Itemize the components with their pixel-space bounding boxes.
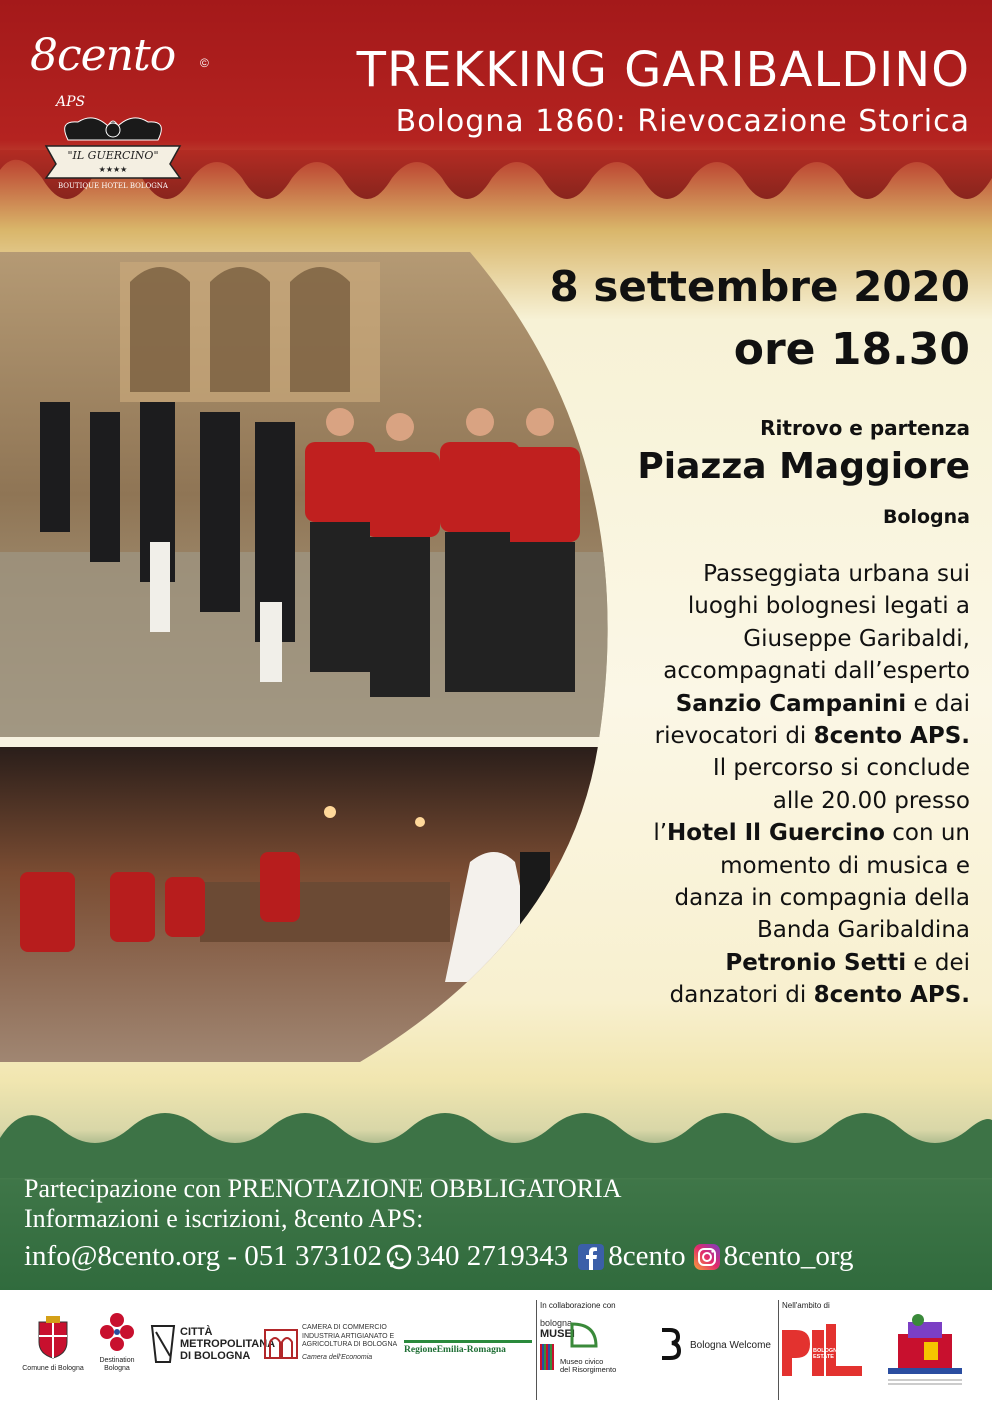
page-subtitle: Bologna 1860: Rievocazione Storica <box>395 104 970 139</box>
desc-line: accompagnati dall’esperto <box>663 658 970 685</box>
desc-line: momento di musica e <box>720 852 970 879</box>
citta-line-1: CITTÀ <box>180 1326 213 1338</box>
regione-logo <box>404 1340 532 1360</box>
bologna-welcome-logo <box>658 1328 778 1368</box>
band-name: Petronio Setti <box>725 949 907 976</box>
brand-copyright: © <box>200 56 209 70</box>
booking-required-text: Partecipazione con PRENOTAZIONE OBBLIGATORIA <box>24 1174 622 1203</box>
desc-line: Giuseppe Garibaldi, <box>743 625 970 652</box>
desc-line: danza in compagnia della <box>674 885 970 912</box>
hotel-name: Hotel Il Guercino <box>667 820 885 847</box>
meeting-label: Ritrovo e partenza <box>760 416 970 440</box>
event-description <box>560 558 970 1012</box>
camera-line-3: AGRICOLTURA DI BOLOGNA <box>302 1341 398 1348</box>
musei-line-1: bologna <box>540 1318 573 1328</box>
event-time: ore 18.30 <box>733 324 970 375</box>
brand-logo <box>22 26 212 196</box>
camera-line-4: Camera dell'Economia <box>302 1353 373 1361</box>
museo-line-1: Museo civico <box>560 1357 604 1366</box>
collab-label: In collaborazione con <box>540 1301 616 1310</box>
estate-line-2: ESTATE <box>813 1354 834 1360</box>
hotel-guercino-logo <box>38 112 188 190</box>
camera-line-2: INDUSTRIA ARTIGIANATO E <box>302 1332 395 1340</box>
desc-line: Banda Garibaldina <box>757 917 970 944</box>
welcome-label: Bologna Welcome <box>690 1340 771 1351</box>
desc-line: Passeggiata urbana sui <box>703 561 970 587</box>
org-name: 8cento APS. <box>813 723 970 750</box>
camera-commercio-icon <box>264 1324 298 1360</box>
facebook-icon <box>578 1244 604 1270</box>
citta-line-2: METROPOLITANA <box>180 1338 276 1350</box>
bottom-awning-scallop <box>0 1098 992 1178</box>
footer-divider <box>778 1300 779 1400</box>
bologna-estate-logo <box>782 1318 872 1388</box>
footer-divider <box>536 1300 537 1400</box>
camera-line-1: CAMERA DI COMMERCIO <box>302 1324 387 1331</box>
contacts-row <box>24 1240 974 1273</box>
destination-bologna-logo <box>92 1312 142 1392</box>
destination-bologna-icon <box>99 1312 135 1352</box>
info-contacts-label: Informazioni e iscrizioni, 8cento APS: <box>24 1204 424 1233</box>
camera-commercio-logo <box>264 1322 404 1382</box>
instagram-icon <box>694 1244 720 1270</box>
regione-label: RegioneEmilia-Romagna <box>404 1340 532 1355</box>
bologna-musei-logo <box>540 1318 650 1388</box>
desc-line: Petronio Setti e dei <box>725 949 970 976</box>
brand-name: 8cento <box>30 30 176 81</box>
musei-icon <box>570 1322 598 1348</box>
desc-line: alle 20.00 presso <box>772 787 970 814</box>
desc-line: Il percorso si conclude <box>712 755 970 782</box>
event-date: 8 settembre 2020 <box>549 262 970 311</box>
page-title: TREKKING GARIBALDINO <box>356 42 970 98</box>
guide-name: Sanzio Campanini <box>675 690 907 717</box>
citta-metropolitana-icon <box>148 1322 178 1366</box>
musei-stripes <box>540 1344 554 1370</box>
hotel-logo-stars: ★★★★ <box>98 165 128 174</box>
desc-line: l’Hotel Il Guercino con un <box>653 820 970 847</box>
meeting-city: Bologna <box>882 506 970 528</box>
hotel-logo-sub: BOUTIQUE HOTEL BOLOGNA <box>58 182 168 190</box>
festival-emblem-logo <box>880 1312 970 1392</box>
meeting-place: Piazza Maggiore <box>637 446 970 487</box>
ambito-label: Nell'ambito di <box>782 1301 830 1310</box>
org-name: 8cento APS. <box>813 982 970 1009</box>
museo-line-2: del Risorgimento <box>560 1365 617 1374</box>
whatsapp-icon <box>386 1244 412 1270</box>
desc-line: luoghi bolognesi legati a <box>687 593 970 620</box>
estate-line-1: BOLOGNA <box>813 1348 842 1354</box>
citta-metropolitana-logo <box>148 1322 276 1382</box>
comune-label: Comune di Bologna <box>22 1365 84 1372</box>
festival-emblem-icon <box>880 1312 970 1388</box>
brand-aps: APS <box>56 94 86 110</box>
desc-line: Sanzio Campanini e dai <box>675 690 970 717</box>
bologna-welcome-icon <box>658 1328 682 1360</box>
email-phone-link[interactable]: info@8cento.org - 051 373102 <box>24 1240 383 1272</box>
destination-label: Destination Bologna <box>99 1357 135 1372</box>
musei-line-2: MUSEI <box>540 1328 575 1340</box>
facebook-handle[interactable]: 8cento <box>608 1240 686 1272</box>
booking-info <box>24 1174 974 1234</box>
desc-line: rievocatori di 8cento APS. <box>654 723 970 750</box>
comune-bologna-logo <box>18 1316 88 1396</box>
citta-line-3: DI BOLOGNA <box>180 1350 251 1362</box>
hotel-logo-name: "IL GUERCINO" <box>67 149 159 162</box>
desc-line: danzatori di 8cento APS. <box>669 982 970 1009</box>
coat-of-arms-icon <box>36 1316 70 1360</box>
whatsapp-number[interactable]: 340 2719343 <box>416 1240 569 1272</box>
instagram-handle[interactable]: 8cento_org <box>723 1240 854 1272</box>
